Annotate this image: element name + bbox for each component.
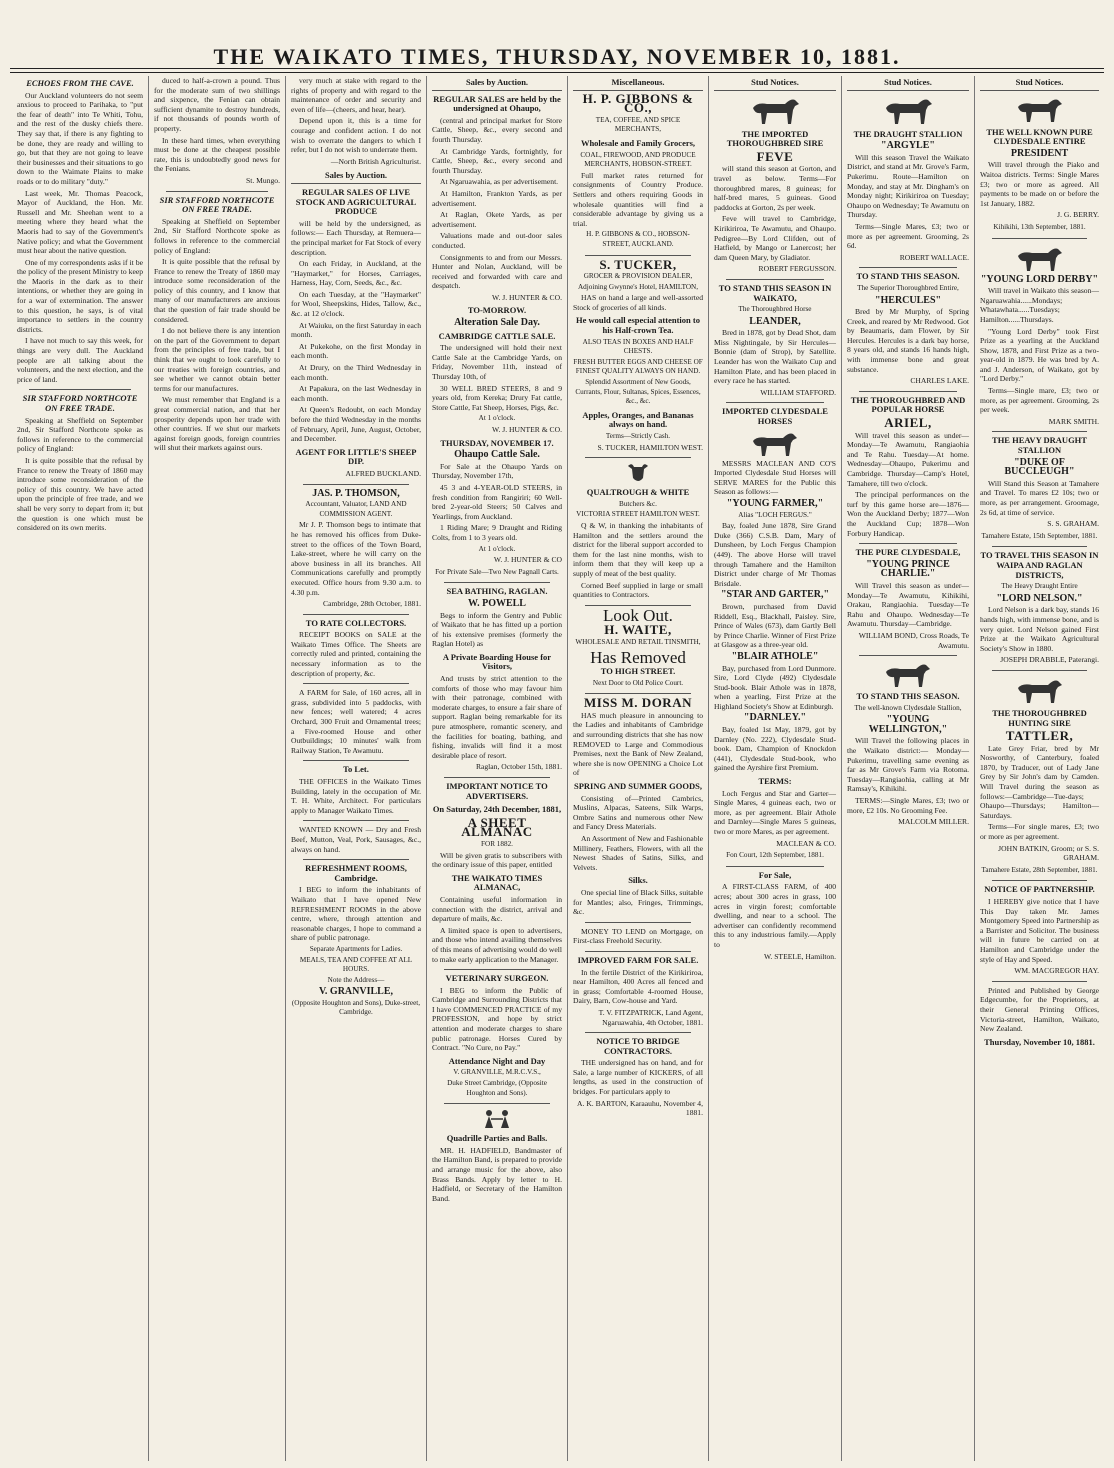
ad-note: Separate Apartments for Ladies.	[309, 944, 403, 953]
horse-name: "YOUNG WELLINGTON,"	[868, 714, 948, 735]
horse-vignette-icon	[878, 94, 938, 126]
ad-note: Terms—Strictly Cash.	[605, 432, 671, 440]
divider	[303, 683, 409, 684]
article-paragraph: Depend upon it, this is a time for courage and confident action. I do not wish to overrate the dangers to which I refer, but I do not wish to underrate them.	[291, 116, 421, 155]
ad-name: V. GRANVILLE, M.R.C.V.S.,	[453, 1068, 541, 1077]
masthead-rule	[10, 68, 1104, 69]
divider	[726, 402, 824, 403]
horse-name: "LORD NELSON."	[996, 592, 1083, 604]
ad-subtitle: SPRING AND SUMMER GOODS,	[574, 781, 702, 792]
ad-subtitle: THE WAIKATO TIMES ALMANAC,	[451, 872, 543, 893]
ad-body: will be held by the undersigned, as follows:— Each Thursday, at Remuera—the principal market for Fat Stock of every description.	[291, 218, 421, 257]
ad-signature: Cambridge, 28th October, 1881.	[323, 599, 421, 609]
ad-title: Quadrille Parties and Balls.	[446, 1133, 548, 1144]
section-heading: Stud Notices.	[847, 76, 969, 91]
column-articles	[149, 76, 286, 1461]
ad-body: I BEG to inform the Public of Cambridge and Surrounding Districts that I have COMMENCED PRACTICE of my PROFESSION, and hope by strict attention and moderate charges to share public patronage. Horses Cured by Contract. "No Cure, no Pay."	[432, 985, 562, 1053]
ad-signature: W. STEELE, Hamilton.	[763, 951, 836, 961]
column-echoes	[12, 76, 149, 1461]
ad-headline: Look Out.	[603, 605, 673, 625]
ad-title: IMPORTANT NOTICE TO ADVERTISERS.	[446, 781, 548, 801]
masthead-title: THE WAIKATO TIMES, THURSDAY, NOVEMBER 10, 1881.	[213, 44, 901, 69]
divider	[585, 457, 691, 458]
divider	[859, 655, 957, 656]
column-stud-notices-3	[975, 76, 1104, 1461]
ad-body: The undersigned will hold their next Cattle Sale at the Cambridge Yards, on Friday, November 11th, instead of Thursday 10th, of	[432, 343, 562, 382]
ad-signature: ALFRED BUCKLAND.	[345, 468, 421, 478]
divider	[585, 1032, 691, 1033]
imprint-date: Thursday, November 10, 1881.	[984, 1036, 1095, 1047]
ad-signature: Raglan, October 15th, 1881.	[475, 762, 562, 772]
ad-title: THE IMPORTED THOROUGHBRED SIRE	[726, 128, 824, 149]
ad-body: Feve will travel to Cambridge, Kirikiriroa, Te Awamutu, and Ohaupo. Pedigree—By Lord Clifden, out of Hatfield, by Mango or Lanercost; her dam Queen Mary, by Gladiator.	[714, 214, 836, 262]
ad-title: TO RATE COLLECTORS.	[305, 617, 407, 628]
horse-name: FEVE	[756, 148, 794, 164]
ad-body: Will travel this season as under—Monday—Te Awamutu, Rangiaohia and Te Rahu. Tuesday—At home. Wednesday—Ohaupo, Pukerimu and Cambridge. Thursday—Camp's Hotel, Tamahere, till two o'clock.	[847, 430, 969, 488]
ad-note: FRESH BUTTER EGGS AND CHEESE OF FINEST QUALITY ALWAYS ON HAND.	[573, 357, 703, 376]
ad-subtitle: WHOLESALE AND RETAIL TINSMITH,	[575, 637, 701, 646]
ad-title: TO STAND THIS SEASON IN WAIKATO,	[718, 282, 832, 303]
ad-body: At Papakura, on the last Wednesday in each month.	[291, 384, 421, 403]
ad-subtitle: Silks.	[628, 875, 648, 886]
ad-subtitle: The well-known Clydesdale Stallion,	[854, 703, 962, 712]
horse-vignette-icon	[1012, 675, 1068, 705]
divider	[303, 484, 409, 485]
ad-signature: CHARLES LAKE.	[910, 376, 969, 386]
ad-signature: MARK SMITH.	[1048, 416, 1099, 426]
ad-subtitle: The Heavy Draught Entire	[1001, 582, 1078, 591]
horse-name: "BLAIR ATHOLE"	[731, 650, 819, 662]
ad-body: At Waiuku, on the first Saturday in each month.	[291, 320, 421, 340]
horse-name: "HERCULES"	[874, 294, 942, 306]
ad-subtitle: Wholesale and Family Grocers,	[580, 137, 696, 148]
ad-title: THE DRAUGHT STALLION	[853, 128, 963, 139]
ad-name: Ohaupo Cattle Sale.	[454, 449, 540, 461]
ad-note: FOR 1882.	[481, 839, 513, 848]
article-paragraph: We must remember that England is a great commercial nation, and that her prosperity depends upon her trade with other countries. If we shut our markets against foreign goods, foreign countries will shut their markets against ours.	[154, 395, 280, 453]
ad-headline: MISS M. DORAN	[584, 695, 692, 711]
ad-signature: WILLIAM STAFFORD.	[760, 387, 836, 397]
ad-subtitle: TERMS:	[758, 776, 792, 787]
section-heading: Sales by Auction.	[291, 169, 421, 184]
article-signature: St. Mungo.	[246, 175, 280, 185]
ad-body: Terms—For single mares, £3; two or more as per agreement.	[980, 822, 1099, 842]
ad-name: JAS. P. THOMSON,	[312, 487, 400, 499]
divider	[585, 255, 691, 256]
ad-signature: MALCOLM MILLER.	[898, 817, 969, 827]
ad-body: Bay, foaled June 1878, Sire Grand Duke (366) C.S.B. Dam, Mary of Dunsheen, by Loch Fergus Champion (449). The above Horse will travel through Tamahere and the Hamilton District under charge of Mr Thomas Brisdale.	[714, 521, 836, 588]
ad-body: Consisting of—Printed Cambrics, Muslins, Alpacas, Sateens, Silk Warps, Ombre Satins and numerous other New and Fancy Dress Materials.	[573, 793, 703, 832]
ad-body: At Drury, on the Third Wednesday in each month.	[291, 363, 421, 382]
horse-name: TATTLER,	[1005, 728, 1074, 744]
ad-body: 30 WELL BRED STEERS, 8 and 9 years old, from Kereka; Drury Fat cattle, Store Cattle, Fat Sheep, Horses, Pigs, &c.	[432, 383, 562, 412]
divider	[992, 431, 1087, 432]
ad-body: At Pukekohe, on the first Monday in each month.	[291, 341, 421, 361]
article-heading: ECHOES FROM THE CAVE.	[26, 78, 134, 88]
ad-note: Next Door to Old Police Court.	[592, 678, 684, 687]
ad-date: Tamahere Estate, 28th September, 1881.	[981, 865, 1098, 874]
ad-title: THE THOROUGHBRED HUNTING SIRE	[992, 707, 1087, 728]
ad-body: At Queen's Redoubt, on each Monday before the third Wednesday in the months of February, April, June, August, October, and December.	[291, 405, 421, 444]
ad-signature: W. J. HUNTER & CO.	[492, 425, 562, 434]
ad-address: VICTORIA STREET HAMILTON WEST.	[576, 510, 700, 519]
ad-signature: T. V. FITZPATRICK, Land Agent, Ngaruawahia, 4th October, 1881.	[598, 1007, 703, 1027]
ad-body: THE OFFICES in the Waikato Times Building, lately in the occupation of Mr. T. H. White, Architect. For particulars apply to Manager Waikato Times.	[291, 777, 421, 815]
ad-signature: H. P. GIBBONS & CO., HOBSON-STREET, AUCKLAND.	[586, 230, 690, 248]
ad-title: TO-MORROW.	[467, 305, 527, 316]
ad-address: Duke Street Cambridge, (Opposite Houghton and Sons).	[447, 1079, 547, 1097]
divider	[992, 670, 1087, 671]
ad-signature: W. J. HUNTER & CO.	[492, 292, 562, 302]
ad-address: (Opposite Houghton and Sons), Duke-street, Cambridge.	[291, 998, 421, 1017]
ad-title: IMPROVED FARM FOR SALE.	[577, 954, 699, 965]
column-sales-auction-1	[286, 76, 427, 1461]
masthead-rule-double	[10, 72, 1104, 73]
horse-name: "YOUNG FARMER,"	[726, 498, 824, 509]
column-stud-notices-1	[709, 76, 842, 1461]
ad-title: THE THOROUGHBRED AND POPULAR HORSE	[850, 394, 966, 415]
horse-name: LEANDER,	[749, 315, 801, 327]
ad-name: V. GRANVILLE,	[319, 986, 393, 998]
divider	[992, 238, 1087, 239]
column-sales-auction-2	[427, 76, 568, 1461]
article-paragraph: very much at stake with regard to the rights of property and with regard to the maintenance of order and security and even of life—(cheers, and hear, hear).	[291, 76, 421, 114]
ad-name: W. POWELL	[468, 597, 526, 609]
ad-title: TO STAND THIS SEASON.	[856, 691, 960, 702]
ad-body: Will Stand this Season at Tamahere and Travel. To mares £2 10s; two or more, as per arrangement. Groomage, 2s 6d, at time of service.	[980, 478, 1099, 517]
ad-note: Note the Address—	[327, 975, 385, 984]
divider	[166, 191, 268, 192]
horse-vignette-icon	[1012, 94, 1068, 124]
ox-head-icon	[625, 462, 651, 484]
ad-body: On each Tuesday, at the "Haymarket" for Wool, Sheepskins, Hides, Tallow, &c., &c. at 12 o'clock.	[291, 289, 421, 319]
ad-body: TERMS:—Single Mares, £3; two or more, £2 10s. No Grooming Fee.	[847, 796, 969, 815]
divider	[992, 981, 1087, 982]
article-paragraph: It is quite possible that the refusal by France to renew the Treaty of 1860 may introduce some reconsideration of the policy of this country. We have acted upon the principle of free trade, and we shall be very sorry to depart from it; but the question is one which must be considered on its own merits.	[17, 455, 143, 533]
ad-body: HAS much pleasure in announcing to the Ladies and inhabitants of Cambridge and surrounding districts that she has now REMOVED to Large and Commodious Premises, next the Bank of New Zealand, where she is now OPENING a Choice Lot of	[573, 710, 703, 778]
ad-title: THE HEAVY DRAUGHT STALLION	[992, 435, 1087, 456]
ad-title: SEA BATHING, RAGLAN.	[446, 586, 548, 597]
ad-note: COAL, FIREWOOD, AND PRODUCE MERCHANTS, HOBSON-STREET.	[580, 150, 696, 169]
ad-body: (central and principal market for Store Cattle, Sheep, &c., every second and fourth Thursday.	[432, 115, 562, 144]
ad-subtitle: A Private Boarding House for Visitors,	[442, 651, 552, 672]
ad-note: For Private Sale—Two New Pagnall Carts.	[435, 567, 559, 576]
divider	[726, 866, 824, 867]
ad-subtitle: Butchers &c.	[619, 499, 657, 508]
ad-title: THE PURE CLYDESDALE,	[855, 547, 961, 558]
ad-body: WANTED KNOWN — Dry and Fresh Beef, Mutton, Veal, Pork, Sausages, &c., always on hand.	[291, 825, 421, 854]
ad-body: Will travel through the Piako and Waitoa districts. Terms: Single Mares £3; two or more as agreed. All payments to be made on or before the 1st January, 1882.	[980, 160, 1099, 208]
article-paragraph: One of my correspondents asks if it be the policy of the present Ministry to keep the Maoris in the dark as to their intentions, or whether they are going in for a war of extermination. The answer to this question, he says, is of vital importance to settlers in the country districts.	[17, 257, 143, 334]
ad-body: Valuations made and out-door sales conducted.	[432, 231, 562, 250]
ad-body: Terms—Single Mares, £3; two or more as per agreement. Grooming, 2s 6d.	[847, 221, 969, 251]
ad-name: Alteration Sale Day.	[454, 317, 540, 329]
ad-body: 45 3 and 4-YEAR-OLD STEERS, in fresh condition from Rangiriri; 60 Well-bred 2-year-old Steers; 50 Calves and Yearlings, from Auckland.	[432, 482, 562, 521]
article-paragraph: duced to half-a-crown a pound. Thus for the moderate sum of two shillings and sixpence, the Fenian can obtain sufficient dynamite to destroy hundreds, if not thousands of pounds worth of property.	[154, 76, 280, 133]
ad-body: A FARM for Sale, of 160 acres, all in grass, subdivided into 5 paddocks, with new fences; well watered; 4 acres Orchard, 300 Fruit and Ornamental trees; a Five-roomed House and other Outbuildings; 10 minutes' walk from Railway Station, Te Awamutu.	[291, 688, 421, 755]
ad-note: At 1 o'clock.	[478, 414, 516, 423]
ad-body: Will be given gratis to subscribers with the ordinary issue of this paper, entitled	[432, 850, 562, 870]
ad-headline: A SHEET ALMANAC	[461, 814, 533, 840]
ad-signature: ROBERT WALLACE.	[899, 252, 969, 262]
ad-body: will stand this season at Gorton, and travel as below. Terms—For thoroughbred mares, 8 guineas; for half-bred mares, 5 guineas. Good paddocks at Gorton, 2s per week.	[714, 164, 836, 212]
ad-date: Fon Court, 12th September, 1881.	[726, 851, 824, 860]
ad-body: MR. H. HADFIELD, Bandmaster of the Hamilton Band, is prepared to provide and arrange music for the above, also Brass Bands. Apply by letter to H. Hadfield, or Secretary of the Hamilton Band.	[432, 1145, 562, 1203]
ad-body: An Assortment of New and Fashionable Millinery, Feathers, Flowers, with all the Newest Shades of Satins, Silks, and Velvets.	[573, 834, 703, 872]
ad-date: Tamahere Estate, 15th September, 1881.	[981, 531, 1098, 540]
horse-vignette-icon	[880, 660, 936, 688]
article-paragraph: Our Auckland volunteers do not seem anxious to proceed to Parihaka, to "put the fear of death" into Te Whiti, Tohu, and the rest of the dusky chiefs there. They say that, if there is any fighting to be done, they are ready and willing to go, but that they are not going to leave their businesses and their situations to go down to the Waimate Plains to make roads or to do military "duty."	[17, 90, 143, 186]
ad-body: MONEY TO LEND on Mortgage, on First-class Freehold Security.	[573, 926, 703, 946]
dancers-vignette-icon	[475, 1108, 519, 1130]
ad-body: Bred by Mr Murphy, of Spring Creek, and reared by Mr Redwood. Got by Beaumaris, dam Flower, by Sir Hercules. Hercules is a dark bay horse, 8 years old, and stands 16 hands high, with immense bone and great substance.	[847, 307, 969, 374]
ad-body: MESSRS MACLEAN AND CO'S Imported Clydesdale Stud Horses will SERVE MARES for the Public this Season as follows:—	[714, 458, 836, 497]
column-container	[12, 76, 1104, 1461]
horse-name: ARIEL,	[884, 415, 932, 431]
horse-vignette-icon	[747, 429, 803, 457]
divider	[444, 777, 550, 778]
horse-vignette-icon	[1012, 243, 1068, 273]
ad-body: Containing useful information in connection with the district, arrival and departure of mails, &c.	[432, 894, 562, 924]
ad-body: Brown, purchased from David Riddell, Esq., Blackhall, Paisley. Sire, Prince of Wales (673), dam Gartly Bell by Prince Charlie. Winner of First Prize at Glasgow as a three-year old.	[714, 601, 836, 650]
ad-date: Kihikihi, 13th September, 1881.	[993, 222, 1086, 231]
ad-title: REGULAR SALES are held by the undersigned at Ohaupo,	[433, 93, 561, 114]
ad-subtitle: The Superior Thoroughbred Entire,	[857, 283, 959, 292]
ad-title: REGULAR SALES OF LIVE STOCK AND AGRICULTURAL PRODUCE	[295, 186, 417, 217]
ad-body: Lord Nelson is a dark bay, stands 16 hands high, with immense bone, and is very quiet. Lord Nelson gained First Prize at the Waikato Agricultural Society's Show in 1880.	[980, 605, 1099, 653]
ad-title: THE WELL KNOWN PURE CLYDESDALE ENTIRE	[986, 126, 1093, 147]
ad-body: A limited space is open to advertisers, and those who intend availing themselves of this means of advertising would do well to make early application to the Manager.	[432, 925, 562, 964]
divider	[444, 1103, 550, 1104]
ad-title: IMPORTED CLYDESDALE HORSES	[722, 406, 828, 427]
ad-headline: S. TUCKER,	[599, 256, 677, 272]
divider	[859, 543, 957, 544]
section-heading: Stud Notices.	[714, 76, 836, 91]
ad-body: Will Travel this season as under—Monday—Te Awamutu, Kihikihi, Orakau, Rangiaohia. Tuesday—Te Rahu and Ohaupo. Wednesday—Te Awamutu. Thursday—Cambridge.	[847, 580, 969, 629]
ad-body: A FIRST-CLASS FARM, of 400 acres; about 300 acres in grass, 100 acres in virgin forest; comfortable dwelling, and near to a school. The advertiser can confidently recommend this to any industrious family.—Apply to	[714, 882, 836, 949]
article-paragraph: I have not much to say this week, for things are very dull. The Auckland people are all talking about the volunteers, and the next election, and the price of land.	[17, 336, 143, 384]
ad-title: THURSDAY, NOVEMBER 17.	[440, 437, 554, 448]
ad-address: Adjoining Gwynne's Hotel, HAMILTON,	[577, 282, 699, 291]
ad-signature: JOHN BATKIN, Groom; or S. S. GRAHAM.	[998, 843, 1099, 863]
horse-name: "STAR AND GARTER,"	[720, 589, 830, 601]
ad-body: At Ngaruawahia, as per advertisement.	[440, 177, 559, 187]
ad-body: Mr J. P. Thomson begs to intimate that he has removed his offices from Duke-street to the offices of the Town Board, Lake-street, where he will carry on the above business in all its branches. All Communications carefully and promptly executed. Office hours from 9.30 a.m. to 4.30 p.m.	[291, 520, 421, 597]
divider	[585, 693, 691, 694]
ad-signature: S. S. GRAHAM.	[1047, 519, 1099, 529]
article-heading: SIR STAFFORD NORTHCOTE ON FREE TRADE.	[159, 194, 275, 215]
ad-body: For Sale at the Ohaupo Yards on Thursday, November 17th,	[432, 461, 562, 481]
horse-name: "ARGYLE"	[881, 140, 935, 152]
divider	[444, 582, 550, 583]
ad-signature: WILLIAM BOND, Cross Roads, Te Awamutu.	[858, 630, 969, 650]
divider	[726, 279, 824, 280]
ad-body: Begs to inform the Gentry and Public of Waikato that he has fitted up a portion of his extensive premises (formerly the Raglan Hotel) as	[432, 610, 562, 649]
ad-note: At 1 o'clock.	[478, 544, 516, 553]
ad-headline: Has Removed	[590, 647, 686, 667]
ad-body: "Young Lord Derby" took First Prize as a yearling at the Auckland Show, 1878, and First Prize as a two-year-old in 1879. He was bred by A. and J. Anderson, of Waikato, got by "Lord Derby."	[980, 326, 1099, 384]
horse-vignette-icon	[745, 94, 805, 126]
ad-body: Consignments to and from our Messrs. Hunter and Nolan, Auckland, will be received and forwarded with care and despatch.	[432, 252, 562, 291]
divider	[303, 820, 409, 821]
section-heading: Miscellaneous.	[573, 76, 703, 91]
article-paragraph: Last week, Mr. Thomas Peacock, Mayor of Auckland, the Hon. Mr. Russell and Mr. Sheehan went to a meeting where they heard what the Maoris had to say of the Government's Native policy; and what the Government must hear about the native question.	[17, 188, 143, 256]
ad-headline: H. P. GIBBONS & CO.,	[582, 90, 694, 116]
horse-name: PRESIDENT	[1010, 147, 1069, 159]
ad-body: At Hamilton, Frankton Yards, as per advertisement.	[432, 188, 562, 208]
divider	[29, 389, 131, 390]
ad-title: TO TRAVEL THIS SEASON IN WAIPA AND RAGLAN DISTRICTS,	[980, 550, 1099, 580]
ad-title: QUALTROUGH & WHITE	[586, 487, 690, 498]
section-heading: Sales by Auction.	[432, 76, 562, 91]
ad-body: On each Friday, in Auckland, at the "Haymarket," for Horses, Carriages, Harness, Hay, Corn, Seeds, &c., &c.	[291, 259, 421, 288]
ad-subtitle: The Thoroughbred Horse	[738, 305, 812, 314]
ad-body: HAS on hand a large and well-assorted Stock of groceries of all kinds.	[573, 293, 703, 312]
ad-subtitle: AGENT FOR LITTLE'S SHEEP DIP.	[295, 446, 417, 467]
ad-body: 1 Riding Mare; 9 Draught and Riding Colts, from 1 to 3 years old.	[432, 523, 562, 542]
divider	[303, 859, 409, 860]
ad-subtitle: TEA, COFFEE, AND SPICE MERCHANTS,	[595, 115, 681, 134]
ad-note: ALSO TEAS IN BOXES AND HALF CHESTS.	[582, 337, 694, 356]
ad-body: Will this season Travel the Waikato District, and stand at Mr. Grove's Farm, Pukerimu. Route—Hamilton on Monday, and stay at Mr. Dingham's on Monday night; Kirikiriroa on Tuesday; Ohaupo on Wednesday; Te Awamutu on Thursday.	[847, 152, 969, 220]
ad-body: In the fertile District of the Kirikiriroa, near Hamilton, 400 Acres all fenced and in grass; Comfortable 4-roomed House, Dairy, Barn, Cow-house and Yard.	[573, 967, 703, 1006]
ad-body: Bred in 1878, got by Dead Shot, dam Miss Nightingale, by Sir Hercules—Bonnie (dam of Strop), by Satellite. Leander has won the Waikato Cup and Hamilton Plate, and has been placed in every race he has started.	[714, 328, 836, 386]
article-signature: —North British Agriculturist.	[330, 156, 421, 166]
ad-subtitle: Attendance Night and Day	[448, 1055, 546, 1066]
ad-body: And trusts by strict attention to the comforts of those who may favour him with their patronage, combined with moderate charges, to ensure a fair share of support. Raglan being remarkable for its pure atmosphere, romantic scenery, and the facilities for boating, bathing, and fishing, invalids will find it a most desirable place of resort.	[432, 674, 562, 760]
ad-body: Terms—Single mare, £3; two or more, as per agreement. Grooming, 2s per week.	[980, 386, 1099, 415]
ad-title: NOTICE TO BRIDGE CONTRACTORS.	[596, 1036, 680, 1056]
ad-body: One special line of Black Silks, suitable for Mantles; also, Fringes, Trimmings, &c.	[573, 887, 703, 917]
ad-signature: WM. MACGREGOR HAY.	[1014, 966, 1099, 976]
column-stud-notices-2	[842, 76, 975, 1461]
ad-title: TO STAND THIS SEASON.	[856, 271, 960, 282]
divider	[303, 614, 409, 615]
horse-name: "YOUNG LORD DERBY"	[980, 273, 1099, 285]
imprint-text: Printed and Published by George Edgecumbe, for the Proprietors, at their General Printing Offices, Victoria-street, Hamilton, Waikato, New Zealand.	[980, 985, 1099, 1034]
divider	[444, 969, 550, 970]
ad-body: Bay, purchased from Lord Dunmore. Sire, Lord Clyde (492) Clydesdale Stud-book. Blair Athole was in 1878, when a yearling, First Prize at the Highland Society's Show at Edinburgh.	[714, 663, 836, 711]
column-miscellaneous	[568, 76, 709, 1461]
horse-name: "DARNLEY."	[743, 712, 807, 724]
divider	[992, 880, 1087, 881]
article-paragraph: In these hard times, when everything must be done at the cheapest possible rate, this is undoubtedly good news for the Fenians.	[154, 135, 280, 174]
ad-body: THE undersigned has on hand, and for Sale, a large number of KICKERS, of all lengths, as used in the construction of bridges. For particulars apply to	[573, 1058, 703, 1097]
ad-signature: W. J. HUNTER & CO	[493, 555, 562, 565]
divider	[585, 922, 691, 923]
article-paragraph: Speaking at Sheffield on September 2nd, Sir Stafford Northcote spoke as follows in reference to the commercial policy of England:	[154, 216, 280, 255]
ad-body: Late Grey Friar, bred by Mr Nosworthy, of Canterbury, foaled 1870, by Traducer, out of Lady Jane Grey by Sir John's dam by Camden. Will Travel during the season as follows:—Cambridge—Tue-days; Ohaupo—Thursdays; Hamilton—Saturdays.	[980, 743, 1099, 820]
divider	[585, 951, 691, 952]
ad-subtitle: TO HIGH STREET.	[600, 666, 676, 677]
ad-signature: JOSEPH DRABBLE, Paterangi.	[1000, 655, 1099, 665]
ad-signature: MACLEAN & CO.	[776, 838, 836, 848]
ad-subtitle: He would call especial attention to his Half-crown Tea.	[576, 315, 700, 336]
ad-body: Full market rates returned for consignments of Country Produce. Settlers and others requiring Goods in wholesale quantities will find a considerable advantage by giving us a trial.	[573, 170, 703, 228]
ad-signature: J. G. BERRY.	[1057, 210, 1099, 220]
ad-note: Splendid Assortment of New Goods, Currants, Flour, Sultanas, Spices, Essences, &c., &c.	[575, 378, 701, 406]
ad-signature: A. K. BARTON, Karaauhu, November 4, 1881.	[577, 1098, 703, 1118]
ad-body: Q & W, in thanking the inhabitants of Hamilton and the settlers around the district for the liberal support accorded to them for the last nine months, wish to inform them that they will keep up a supply of meat of the best quality.	[573, 520, 703, 578]
divider	[992, 546, 1087, 547]
ad-body: At Cambridge Yards, fortnightly, for Cattle, Sheep, &c., every second and fourth Thursday.	[432, 146, 562, 175]
ad-body: I HEREBY give notice that I have This Day taken Mr. James Montgomery Speed into Partnership as a Barrister and Solicitor. The business will in future be carried on at Hamilton and Cambridge under the style of Hay and Speed.	[980, 897, 1099, 964]
ad-note: MEALS, TEA AND COFFEE AT ALL HOURS.	[299, 955, 413, 974]
horse-name: "DUKE OF BUCCLEUGH"	[1004, 456, 1075, 478]
divider	[859, 391, 957, 392]
ad-body: Will Travel the following places in the Waikato district:— Monday—Pukerimu, travelling same evening as far as Mr Grove's Farm via Rotoma. Tuesday—Rangiaohia, calling at Mr Ramsay's, Kihikihi.	[847, 736, 969, 794]
article-paragraph: It is quite possible that the refusal by France to renew the Treaty of 1860 may introduce some reconsideration of the policy of this country, and I know that many of our manufacturers are anxious that the question of fair trade should be considered.	[154, 257, 280, 324]
ad-body: Loch Fergus and Star and Garter—Single Mares, 4 guineas each, two or more, as per agreement. Blair Athole and Darnley—Single Mares 5 guineas, two or more Mares, as per agreement.	[714, 788, 836, 836]
divider	[303, 760, 409, 761]
ad-body: Corned Beef supplied in large or small quantities to Contractors.	[573, 580, 703, 600]
ad-title: For Sale,	[758, 869, 792, 880]
ad-subtitle: Accountant, Valuator, LAND AND COMMISSION AGENT.	[305, 500, 407, 518]
ad-body: I BEG to inform the inhabitants of Waikato that I have opened New REFRESHMENT ROOMS in the above centre, where, through attention and reasonable charges, I hope to command a share of public patronage.	[291, 885, 421, 943]
divider	[859, 267, 957, 268]
ad-title: NOTICE OF PARTNERSHIP.	[984, 884, 1095, 895]
article-paragraph: I do not believe there is any intention on the part of the Government to depart from the principles of free trade, but I think that we ought to look carefully to our treaties with foreign countries, and see whether we cannot obtain better terms for our manufactures.	[154, 326, 280, 393]
ad-subtitle: Apples, Oranges, and Bananas always on hand.	[582, 409, 694, 430]
section-heading: Stud Notices.	[980, 76, 1099, 91]
ad-title: CAMBRIDGE CATTLE SALE.	[438, 330, 556, 341]
ad-signature: S. TUCKER, HAMILTON WEST.	[597, 442, 703, 452]
ad-subtitle: GROCER & PROVISION DEALER,	[583, 272, 693, 281]
article-paragraph: Speaking at Sheffield on September 2nd, Sir Stafford Northcote spoke as follows in reference to the commercial policy of England:	[17, 415, 143, 454]
ad-body: RECEIPT BOOKS on SALE at the Waikato Times Office. The Sheets are correctly ruled and printed, containing the necessary information as to the description of property, &c.	[291, 630, 421, 678]
ad-title: To Let.	[343, 764, 369, 775]
horse-name: "YOUNG PRINCE CHARLIE."	[866, 558, 950, 580]
ad-body: The principal performances on the turf by this game horse are—1876—Won the Auckland Derby; 1877—Won the Auckland Cup; 1878—Won Forbury Handicap.	[847, 490, 969, 538]
article-subheading: SIR STAFFORD NORTHCOTE ON FREE TRADE.	[22, 393, 138, 413]
horse-alias: Alias "LOCH FERGUS."	[738, 510, 812, 519]
ad-subtitle: On Saturday, 24th December, 1881,	[432, 804, 562, 815]
ad-headline: H. WAITE,	[604, 622, 672, 638]
ad-signature: ROBERT FERGUSSON.	[758, 264, 836, 274]
ad-title: VETERINARY SURGEON.	[445, 973, 549, 984]
ad-body: At Raglan, Okete Yards, as per advertisement.	[432, 210, 562, 229]
ad-body: Will travel in Waikato this season— Ngaruawahia......Mondays; Whatawhata......Tuesdays; Hamilton......Thursdays.	[980, 286, 1099, 324]
ad-body: Bay, foaled 1st May, 1879, got by Darnley (No. 222), Clydesdale Stud-book. Dam, Champion of Knockdon (441), Clydesdale Stud-book, who gained the Ayrshire first Premium.	[714, 725, 836, 773]
ad-title: REFRESHMENT ROOMS, Cambridge.	[305, 863, 407, 883]
